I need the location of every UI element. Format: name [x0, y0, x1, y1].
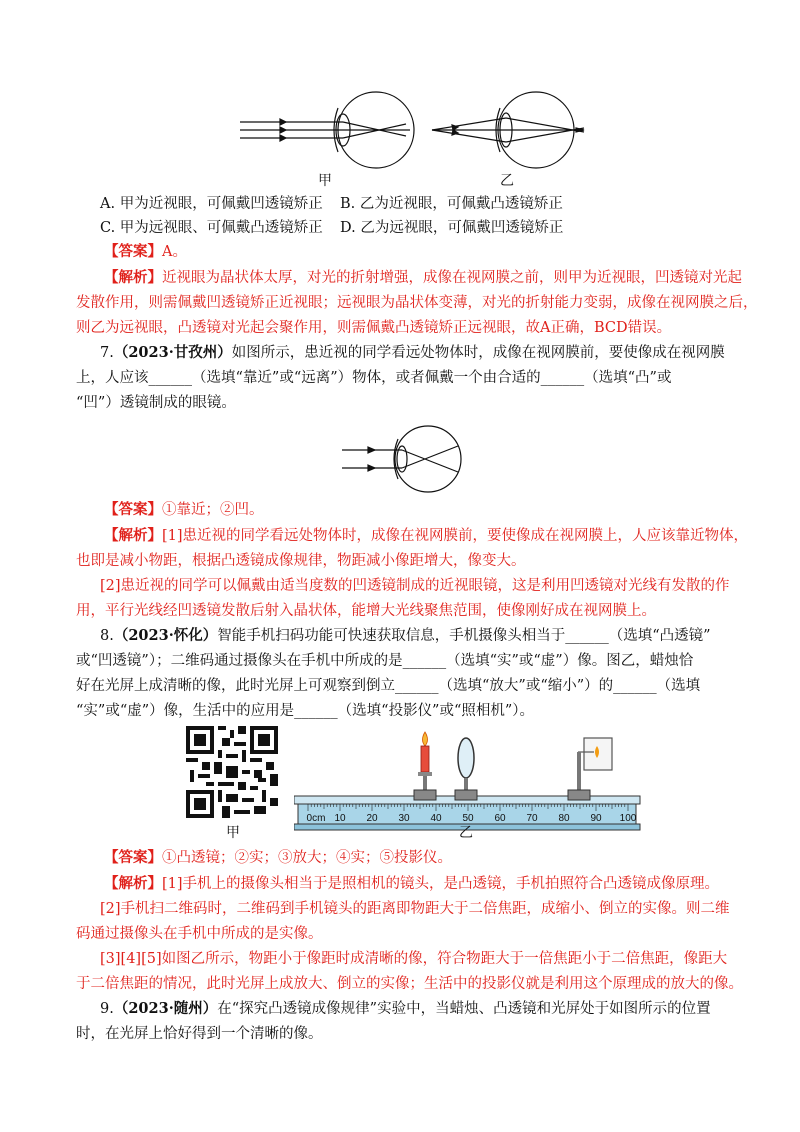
q8-analysis-line-5: 于二倍焦距的情况，此时光屏上成放大、倒立的实像；生活中的投影仪就是利用这个原理成的放大的像。	[76, 976, 743, 992]
option-c: C. 甲为远视眼、可佩戴凸透镜矫正	[100, 220, 323, 236]
answer-text: A。	[162, 244, 187, 260]
q7-stem-line-3: “凹”）透镜制成的眼镜。	[76, 395, 236, 411]
q7-answer	[104, 500, 724, 520]
analysis-tag: 【解析】	[104, 527, 162, 544]
q6-analysis-line-1	[104, 268, 742, 288]
q6-answer	[104, 242, 724, 262]
figure-label-yi: 乙	[459, 825, 473, 841]
question-text: 智能手机扫码功能可快速获取信息，手机摄像头相当于______（选填“凸透镜”	[217, 628, 711, 644]
q8-stem-line-2: 或“凹透镜”）；二维码通过摄像头在手机中所成的是______（选填“实”或“虚”）像。图乙，蜡烛恰	[76, 653, 694, 669]
ruler-tick-label: 80	[558, 813, 570, 824]
qr-code-image	[186, 726, 278, 818]
analysis-text: [1]手机上的摄像头相当于是照相机的镜头，是凸透镜，手机拍照符合凸透镜成像原理。	[162, 876, 720, 892]
myopic-eye-diagram	[240, 92, 414, 168]
eye-diagrams-figure	[240, 88, 600, 172]
question-source: （2023·甘孜州）	[113, 344, 232, 361]
figure-label-jia: 甲	[226, 825, 240, 841]
q7-stem-line-2: 上，人应该______（选填“靠近”或“远离”）物体，或者佩戴一个由合适的______（选填“凸”或	[76, 370, 672, 386]
option-a: A. 甲为近视眼，可佩戴凹透镜矫正	[100, 196, 323, 212]
answer-tag: 【答案】	[104, 243, 162, 260]
ruler-tick-label: 0cm	[306, 813, 326, 824]
myopia-eye-figure	[340, 424, 470, 494]
q6-analysis-line-3: 则乙为远视眼，凸透镜对光起会聚作用，则需佩戴凸透镜矫正远视眼，故A正确，BCD错误。	[76, 320, 672, 336]
ruler-tick-label: 50	[462, 813, 474, 824]
hyperopic-eye-diagram	[432, 92, 584, 168]
answer-tag: 【答案】	[104, 849, 162, 866]
analysis-text: [1]患近视的同学看远处物体时，成像在视网膜前，要使像成在视网膜上，人应该靠近物体，	[162, 528, 749, 544]
ruler-tick-label: 10	[334, 813, 346, 824]
q8-analysis-line-1	[104, 874, 724, 894]
question-source: （2023·随州）	[113, 1000, 218, 1017]
analysis-tag: 【解析】	[104, 875, 162, 892]
q9-stem-line-1	[100, 999, 720, 1019]
q7-analysis-line-2: 也即是减小物距，根据凸透镜成像规律，物距减小像距增大，像变大。	[76, 553, 526, 569]
ruler-tick-label: 90	[590, 813, 602, 824]
q7-analysis-line-3: [2]患近视的同学可以佩戴由适当度数的凹透镜制成的近视眼镜，这是利用凹透镜对光线有发散的作	[100, 578, 730, 594]
q8-stem-line-1	[100, 626, 720, 646]
question-number: 8.	[100, 628, 114, 644]
ruler-tick-label: 100	[619, 813, 637, 824]
ruler-tick-label: 60	[494, 813, 506, 824]
q6-analysis-line-2: 发散作用，则需佩戴凹透镜矫正近视眼；远视眼为晶状体变薄，对光的折射能力变弱，成像在视网膜之后，	[76, 295, 758, 311]
question-text: 在“探究凸透镜成像规律”实验中，当蜡烛、凸透镜和光屏处于如图所示的位置	[217, 1001, 711, 1017]
q8-analysis-line-3: 码通过摄像头在手机中所成的是实像。	[76, 926, 323, 942]
q7-stem-line-1	[100, 343, 725, 363]
q8-analysis-line-2: [2]手机扫二维码时，二维码到手机镜头的距离即物距大于二倍焦距，成缩小、倒立的实像。则二维	[100, 901, 730, 917]
question-text: 如图所示，患近视的同学看远处物体时，成像在视网膜前，要使像成在视网膜	[231, 345, 725, 361]
light-screen	[577, 738, 612, 796]
figure-label-jia: 甲	[318, 173, 332, 189]
convex-lens	[458, 738, 474, 796]
option-b: B. 乙为近视眼，可佩戴凸透镜矫正	[340, 196, 563, 212]
question-number: 7.	[100, 345, 114, 361]
answer-text: ①凸透镜；②实；③放大；④实；⑤投影仪。	[162, 850, 452, 866]
ruler-tick-label: 20	[366, 813, 378, 824]
candle	[418, 732, 432, 796]
answer-tag: 【答案】	[104, 501, 162, 518]
q8-stem-line-4: “实”或“虚”）像，生活中的应用是______（选填“投影仪”或“照相机”）。	[76, 703, 535, 719]
figure-label-yi: 乙	[500, 173, 514, 189]
analysis-tag: 【解析】	[104, 269, 162, 286]
q7-analysis-line-1	[104, 526, 749, 546]
question-source: （2023·怀化）	[113, 627, 218, 644]
q8-analysis-line-4: [3][4][5]如图乙所示，物距小于像距时成清晰的像，符合物距大于一倍焦距小于二倍焦距，像距大	[100, 951, 728, 967]
question-number: 9.	[100, 1001, 114, 1017]
q8-answer	[104, 848, 724, 868]
q7-analysis-line-4: 用，平行光线经凹透镜发散后射入晶状体，能增大光线聚焦范围，使像刚好成在视网膜上。	[76, 603, 656, 619]
ruler-tick-label: 30	[398, 813, 410, 824]
q9-stem-line-2: 时，在光屏上恰好得到一个清晰的像。	[76, 1026, 323, 1042]
ruler-tick-label: 70	[526, 813, 538, 824]
q8-stem-line-3: 好在光屏上成清晰的像，此时光屏上可观察到倒立______（选填“放大”或“缩小”）的______（选填	[76, 678, 701, 694]
ruler-tick-label: 40	[430, 813, 442, 824]
analysis-text: 近视眼为晶状体太厚，对光的折射增强，成像在视网膜之前，则甲为近视眼，凹透镜对光起	[162, 270, 742, 286]
answer-text: ①靠近；②凹。	[162, 502, 264, 518]
option-d: D. 乙为远视眼，可佩戴凹透镜矫正	[340, 220, 564, 236]
